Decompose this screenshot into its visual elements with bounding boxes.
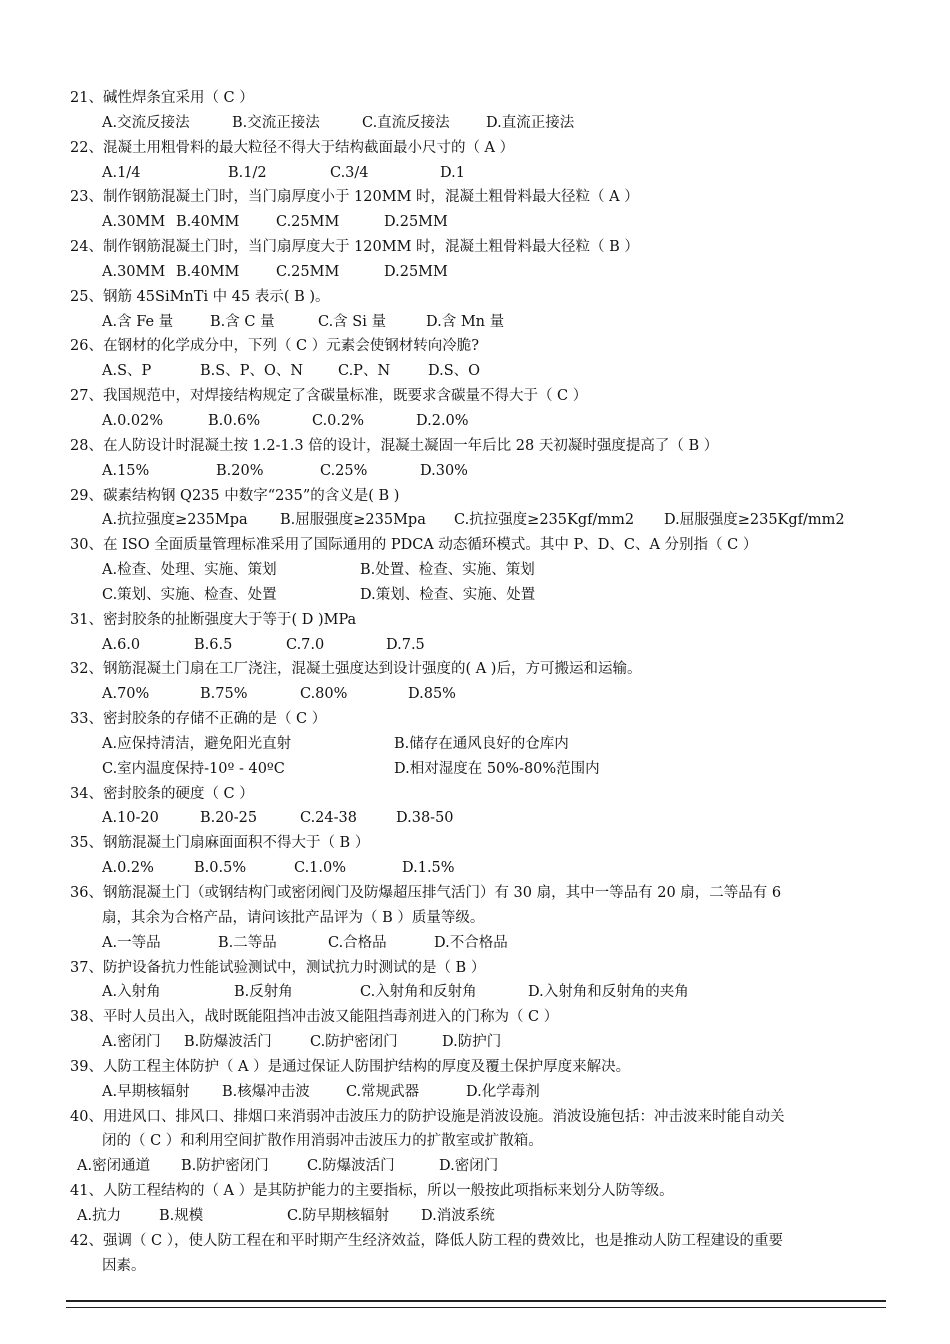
option-text: B.20% — [216, 462, 264, 479]
option-text: B.反射角 — [234, 984, 293, 1001]
options-row — [0, 732, 950, 757]
options-row — [0, 260, 950, 285]
question-text: 31、密封胶条的扯断强度大于等于( D )MPa — [70, 611, 357, 628]
option-text: A.抗拉强度≥235Mpa — [102, 512, 248, 529]
option-text: A.30MM — [102, 214, 166, 231]
question-text: 29、碳素结构钢 Q235 中数字“235”的含义是( B ) — [70, 487, 400, 504]
question-text: 35、钢筋混凝土门扇麻面面积不得大于（ B ） — [70, 835, 370, 852]
option-text: B.0.5% — [194, 860, 247, 877]
option-text: C.入射角和反射角 — [360, 984, 477, 1001]
option-text: C.抗拉强度≥235Kgf/mm2 — [454, 512, 635, 529]
option-text: C.1.0% — [294, 860, 347, 877]
options-row — [0, 583, 950, 608]
option-text: D.防护门 — [442, 1034, 502, 1051]
question-text: 34、密封胶条的硬度（ C ） — [70, 785, 254, 802]
options-row — [0, 558, 950, 583]
options-row — [0, 111, 950, 136]
option-text: C.含 Si 量 — [318, 313, 386, 330]
option-text: B.交流正接法 — [232, 114, 320, 131]
option-text: D.2.0% — [416, 412, 469, 429]
options-row — [0, 856, 950, 881]
option-text: D.30% — [420, 462, 468, 479]
options-row — [0, 1030, 950, 1055]
option-text: A.交流反接法 — [102, 114, 190, 131]
option-text: D.屈服强度≥235Kgf/mm2 — [664, 512, 845, 529]
option-text: A.密闭通道 — [77, 1158, 151, 1175]
options-row — [0, 508, 950, 533]
options-row — [0, 409, 950, 434]
option-text: D.1 — [440, 164, 465, 181]
option-text: A.密闭门 — [102, 1034, 161, 1051]
option-text: C.P、N — [338, 363, 391, 380]
option-text: C.80% — [300, 686, 348, 703]
question-text: 33、密封胶条的存储不正确的是（ C ） — [70, 711, 327, 728]
options-row — [0, 459, 950, 484]
option-text: A.一等品 — [102, 934, 161, 951]
option-text: A.抗力 — [77, 1207, 122, 1224]
option-text: D.7.5 — [386, 636, 425, 653]
option-text: A.10-20 — [102, 810, 159, 827]
question-text: 36、钢筋混凝土门（或钢结构门或密闭阀门及防爆超压排气活门）有 30 扇，其中一等品有 20 扇，二等品有 6 — [70, 885, 782, 901]
option-text: C.常规武器 — [346, 1083, 420, 1100]
option-text: B.6.5 — [194, 636, 233, 653]
question-text: 21、碱性焊条宜采用（ C ） — [70, 90, 254, 106]
options-row — [0, 682, 950, 707]
option-text: D.1.5% — [402, 860, 455, 877]
option-text: B.防爆波活门 — [184, 1034, 272, 1051]
option-text: A.0.02% — [102, 412, 164, 429]
option-text: C.7.0 — [286, 636, 325, 653]
options-row — [0, 757, 950, 782]
options-row — [0, 980, 950, 1005]
option-text: B.0.6% — [208, 412, 261, 429]
options-row — [0, 1154, 950, 1179]
question-text: 32、钢筋混凝土门扇在工厂浇注，混凝土强度达到设计强度的( A )后，方可搬运和运输。 — [70, 661, 642, 678]
option-text: A.0.2% — [102, 860, 154, 877]
option-text: B.储存在通风良好的仓库内 — [394, 735, 569, 752]
option-text: B.规模 — [159, 1207, 204, 1224]
option-text: A.30MM — [102, 263, 166, 280]
option-text: B.40MM — [176, 214, 240, 231]
question-continuation: 闭的（ C ）和利用空间扩散作用消弱冲击波压力的扩散室或扩散箱。 — [102, 1133, 543, 1150]
option-text: B.40MM — [176, 263, 240, 280]
option-text: B.含 C 量 — [210, 313, 275, 330]
option-text: B.75% — [200, 686, 248, 703]
question-text: 41、人防工程结构的（ A ）是其防护能力的主要指标，所以一般按此项指标来划分人防等级。 — [70, 1183, 674, 1200]
option-text: D.相对湿度在 50%-80%范围内 — [394, 760, 600, 777]
question-text: 25、钢筋 45SiMnTi 中 45 表示( B )。 — [70, 288, 330, 305]
option-text: C.策划、实施、检查、处置 — [102, 586, 277, 603]
options-row — [0, 310, 950, 335]
option-text: C.防护密闭门 — [310, 1034, 398, 1051]
question-continuation: 因素。 — [102, 1257, 146, 1274]
option-text: A.含 Fe 量 — [102, 313, 174, 330]
option-text: B.S、P、O、N — [200, 363, 304, 380]
option-text: A.S、P — [102, 363, 152, 380]
question-text: 27、我国规范中，对焊接结构规定了含碳量标准，既要求含碳量不得大于（ C ） — [70, 388, 588, 405]
option-text: B.20-25 — [200, 810, 258, 827]
option-text: D.25MM — [384, 214, 448, 231]
question-text: 22、混凝土用粗骨料的最大粒径不得大于结构截面最小尺寸的（ A ） — [70, 139, 515, 156]
option-text: C.3/4 — [330, 164, 369, 181]
option-text: A.15% — [102, 462, 150, 479]
option-text: D.消波系统 — [421, 1207, 495, 1224]
option-text: A.早期核辐射 — [102, 1083, 190, 1100]
option-text: C.25MM — [276, 263, 340, 280]
options-row — [0, 1204, 950, 1229]
question-text: 26、在钢材的化学成分中，下列（ C ）元素会使钢材转向冷脆? — [70, 338, 480, 355]
option-text: D.化学毒剂 — [466, 1083, 540, 1100]
option-text: B.屈服强度≥235Mpa — [280, 512, 426, 529]
question-text: 23、制作钢筋混凝土门时，当门扇厚度小于 120MM 时，混凝土粗骨料最大径粒（ A ） — [70, 189, 639, 206]
option-text: A.6.0 — [102, 636, 141, 653]
option-text: A.应保持清洁，避免阳光直射 — [102, 735, 292, 752]
option-text: C.室内温度保持-10º - 40ºC — [102, 760, 285, 777]
question-text: 37、防护设备抗力性能试验测试中，测试抗力时测试的是（ B ） — [70, 959, 486, 976]
option-text: D.直流正接法 — [486, 114, 575, 131]
option-text: D.S、O — [428, 363, 481, 380]
question-text: 39、人防工程主体防护（ A ）是通过保证人防围护结构的厚度及覆土保护厚度来解决。 — [70, 1058, 631, 1075]
question-text: 24、制作钢筋混凝土门时，当门扇厚度大于 120MM 时，混凝土粗骨料最大径粒（ B ） — [70, 239, 639, 256]
option-text: A.入射角 — [102, 984, 161, 1001]
option-text: C.24-38 — [300, 810, 357, 827]
question-continuation: 扇，其余为合格产品，请问该批产品评为（ B ）质量等级。 — [102, 909, 485, 926]
options-row — [0, 1080, 950, 1105]
option-text: B.处置、检查、实施、策划 — [360, 562, 535, 579]
footer-divider — [66, 1300, 886, 1308]
option-text: B.二等品 — [218, 934, 277, 951]
document-body — [0, 86, 950, 1279]
option-text: C.合格品 — [328, 934, 387, 951]
option-text: C.直流反接法 — [362, 114, 450, 131]
option-text: D.85% — [408, 686, 456, 703]
option-text: B.1/2 — [228, 164, 267, 181]
question-text: 42、强调（ C ），使人防工程在和平时期产生经济效益，降低人防工程的费效比，也是推动人防工程建设的重要 — [70, 1232, 784, 1249]
options-row — [0, 210, 950, 235]
option-text: A.检查、处理、实施、策划 — [102, 562, 277, 579]
option-text: B.防护密闭门 — [181, 1158, 269, 1175]
option-text: C.0.2% — [312, 412, 365, 429]
option-text: A.70% — [102, 686, 150, 703]
option-text: D.含 Mn 量 — [426, 313, 505, 330]
option-text: D.38-50 — [396, 810, 454, 827]
option-text: D.密闭门 — [439, 1158, 499, 1175]
options-row — [0, 359, 950, 384]
option-text: C.25MM — [276, 214, 340, 231]
option-text: A.1/4 — [102, 164, 141, 181]
option-text: D.25MM — [384, 263, 448, 280]
options-row — [0, 161, 950, 186]
option-text: C.防爆波活门 — [307, 1158, 395, 1175]
question-text: 30、在 ISO 全面质量管理标准采用了国际通用的 PDCA 动态循环模式。其中 P、D、C、A 分别指（ C ） — [70, 537, 758, 554]
option-text: D.入射角和反射角的夹角 — [528, 984, 689, 1001]
option-text: D.不合格品 — [434, 934, 508, 951]
options-row — [0, 931, 950, 956]
question-text: 38、平时人员出入，战时既能阻挡冲击波又能阻挡毒剂进入的门称为（ C ） — [70, 1009, 559, 1026]
options-row — [0, 633, 950, 658]
question-text: 40、用进风口、排风口、排烟口来消弱冲击波压力的防护设施是消波设施。消波设施包括：冲击波来时能自动关 — [70, 1108, 785, 1125]
option-text: D.策划、检查、实施、处置 — [360, 586, 536, 603]
option-text: B.核爆冲击波 — [222, 1083, 310, 1100]
option-text: C.25% — [320, 462, 368, 479]
options-row — [0, 806, 950, 831]
option-text: C.防早期核辐射 — [287, 1207, 390, 1224]
question-text: 28、在人防设计时混凝土按 1.2-1.3 倍的设计，混凝土凝固一年后比 28 天初凝时强度提高了（ B ） — [70, 437, 719, 454]
